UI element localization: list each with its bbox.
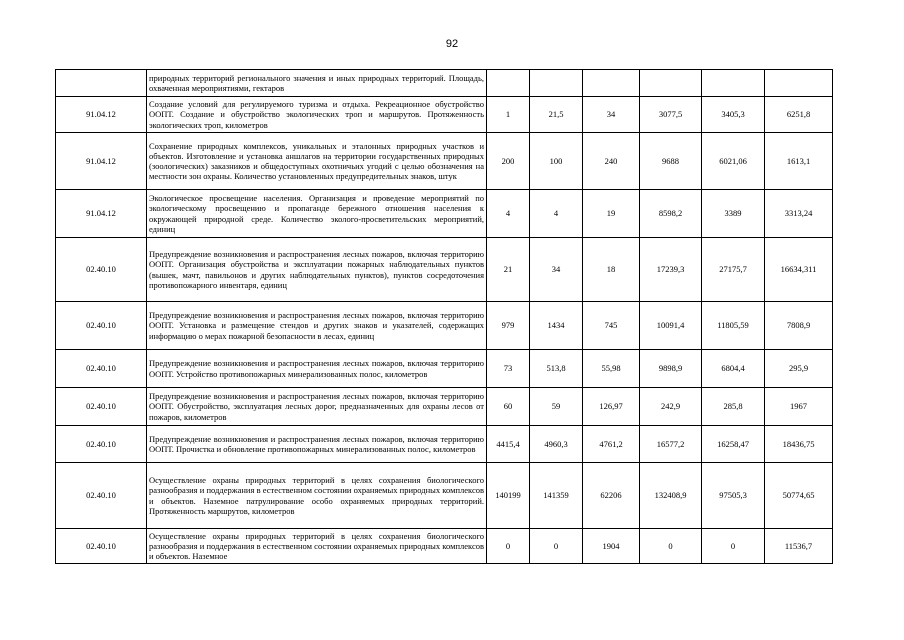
- row-value-cell: 132408,9: [640, 463, 702, 529]
- row-value-cell: 6804,4: [702, 350, 765, 388]
- measures-table: [55, 69, 833, 564]
- row-value-cell: 1904: [583, 529, 640, 564]
- row-value-cell: 240: [583, 133, 640, 190]
- row-code-cell: 02.40.10: [56, 463, 147, 529]
- row-code-cell: 02.40.10: [56, 529, 147, 564]
- row-value-cell: 1: [487, 97, 530, 133]
- row-value-cell: 16258,47: [702, 426, 765, 463]
- row-value-cell: 11536,7: [765, 529, 833, 564]
- row-value-cell: 100: [530, 133, 583, 190]
- row-value-cell: 18: [583, 238, 640, 302]
- row-value-cell: [765, 70, 833, 97]
- row-value-cell: [487, 70, 530, 97]
- row-description-cell: Предупреждение возникновения и распространения лесных пожаров, включая территорию ООПТ. Установка и размещение стендов и других знаков и указателей, содержащих информацию о мерах пожарной безопасности в лесах, единиц: [147, 302, 487, 350]
- row-value-cell: 55,98: [583, 350, 640, 388]
- row-description-cell: Создание условий для регулируемого туризма и отдыха. Рекреационное обустройство ООПТ. Создание и обустройство экологических троп и маршрутов. Протяженность экологических троп, километров: [147, 97, 487, 133]
- row-value-cell: 1434: [530, 302, 583, 350]
- row-value-cell: 1967: [765, 388, 833, 426]
- row-value-cell: 126,97: [583, 388, 640, 426]
- row-description-cell: Сохранение природных комплексов, уникальных и эталонных природных участков и объектов. Изготовление и установка аншлагов на территории государственных природных (зоологических) заказников и общедоступных охотничьих угодий с целью обозначения на местности зон охраны. Количество установленных предупредительных знаков, штук: [147, 133, 487, 190]
- row-code-cell: 02.40.10: [56, 426, 147, 463]
- row-description-cell: Предупреждение возникновения и распространения лесных пожаров, включая территорию ООПТ. Обустройство, эксплуатация лесных дорог, предназначенных для охраны лесов от пожаров, километров: [147, 388, 487, 426]
- table-row: [56, 426, 833, 463]
- row-value-cell: [530, 70, 583, 97]
- row-value-cell: 34: [583, 97, 640, 133]
- row-value-cell: 4: [530, 190, 583, 238]
- row-value-cell: 0: [640, 529, 702, 564]
- row-value-cell: 3313,24: [765, 190, 833, 238]
- row-value-cell: 285,8: [702, 388, 765, 426]
- row-value-cell: 73: [487, 350, 530, 388]
- table-body: [56, 70, 833, 564]
- row-value-cell: 11805,59: [702, 302, 765, 350]
- table-row: [56, 463, 833, 529]
- row-value-cell: 3405,3: [702, 97, 765, 133]
- row-value-cell: 16634,311: [765, 238, 833, 302]
- row-value-cell: 745: [583, 302, 640, 350]
- row-code-cell: 02.40.10: [56, 388, 147, 426]
- row-value-cell: 3077,5: [640, 97, 702, 133]
- row-description-cell: природных территорий регионального значения и иных природных территорий. Площадь, охваченная мероприятиями, гектаров: [147, 70, 487, 97]
- row-value-cell: [702, 70, 765, 97]
- row-value-cell: 9688: [640, 133, 702, 190]
- row-description-cell: Осуществление охраны природных территорий в целях сохранения биологического разнообразия и поддержания в естественном состоянии охраняемых природных комплексов и объектов. Наземное: [147, 529, 487, 564]
- table-row: [56, 70, 833, 97]
- row-code-cell: 91.04.12: [56, 133, 147, 190]
- row-value-cell: 21,5: [530, 97, 583, 133]
- row-description-cell: Экологическое просвещение населения. Организация и проведение мероприятий по экологическому просвещению и пропаганде бережного отношения населения к окружающей природной среде. Количество эколого-просветительских мероприятий, единиц: [147, 190, 487, 238]
- table-row: [56, 388, 833, 426]
- row-value-cell: 62206: [583, 463, 640, 529]
- row-value-cell: 140199: [487, 463, 530, 529]
- row-value-cell: 8598,2: [640, 190, 702, 238]
- row-value-cell: 4761,2: [583, 426, 640, 463]
- table-row: [56, 529, 833, 564]
- row-description-cell: Предупреждение возникновения и распространения лесных пожаров, включая территорию ООПТ. Устройство противопожарных минерализованных полос, километров: [147, 350, 487, 388]
- row-value-cell: 0: [530, 529, 583, 564]
- row-value-cell: 16577,2: [640, 426, 702, 463]
- table-row: [56, 350, 833, 388]
- row-value-cell: 3389: [702, 190, 765, 238]
- row-value-cell: [583, 70, 640, 97]
- row-value-cell: 19: [583, 190, 640, 238]
- row-value-cell: 4960,3: [530, 426, 583, 463]
- row-code-cell: 02.40.10: [56, 302, 147, 350]
- row-value-cell: 4: [487, 190, 530, 238]
- row-value-cell: 18436,75: [765, 426, 833, 463]
- table-row: [56, 190, 833, 238]
- row-description-cell: Предупреждение возникновения и распространения лесных пожаров, включая территорию ООПТ. Организация обустройства и эксплуатации пожарных наблюдательных пунктов (вышек, мачт, павильонов и других наблюдательных пунктов), пунктов сосредоточения противопожарного инвентаря, единиц: [147, 238, 487, 302]
- row-code-cell: [56, 70, 147, 97]
- row-value-cell: 1613,1: [765, 133, 833, 190]
- row-value-cell: 21: [487, 238, 530, 302]
- row-value-cell: 50774,65: [765, 463, 833, 529]
- row-value-cell: 200: [487, 133, 530, 190]
- row-value-cell: 10091,4: [640, 302, 702, 350]
- page-number: 92: [445, 38, 459, 50]
- row-value-cell: 34: [530, 238, 583, 302]
- row-value-cell: 979: [487, 302, 530, 350]
- row-value-cell: 6251,8: [765, 97, 833, 133]
- table-row: [56, 97, 833, 133]
- row-value-cell: [640, 70, 702, 97]
- row-code-cell: 02.40.10: [56, 350, 147, 388]
- row-code-cell: 02.40.10: [56, 238, 147, 302]
- row-value-cell: 242,9: [640, 388, 702, 426]
- row-value-cell: 513,8: [530, 350, 583, 388]
- table-row: [56, 302, 833, 350]
- row-value-cell: 7808,9: [765, 302, 833, 350]
- row-description-cell: Предупреждение возникновения и распространения лесных пожаров, включая территорию ООПТ. Прочистка и обновление противопожарных минерализованных полос, километров: [147, 426, 487, 463]
- row-value-cell: 4415,4: [487, 426, 530, 463]
- row-value-cell: 97505,3: [702, 463, 765, 529]
- row-code-cell: 91.04.12: [56, 97, 147, 133]
- row-value-cell: 0: [487, 529, 530, 564]
- row-description-cell: Осуществление охраны природных территорий в целях сохранения биологического разнообразия и поддержания в естественном состоянии охраняемых природных комплексов и объектов. Наземное патрулирование особо охраняемых природных территорий. Протяженность маршрутов, километров: [147, 463, 487, 529]
- row-value-cell: 0: [702, 529, 765, 564]
- row-value-cell: 6021,06: [702, 133, 765, 190]
- row-value-cell: 27175,7: [702, 238, 765, 302]
- row-value-cell: 295,9: [765, 350, 833, 388]
- table-row: [56, 133, 833, 190]
- row-code-cell: 91.04.12: [56, 190, 147, 238]
- row-value-cell: 60: [487, 388, 530, 426]
- row-value-cell: 17239,3: [640, 238, 702, 302]
- table-row: [56, 238, 833, 302]
- row-value-cell: 141359: [530, 463, 583, 529]
- row-value-cell: 9898,9: [640, 350, 702, 388]
- row-value-cell: 59: [530, 388, 583, 426]
